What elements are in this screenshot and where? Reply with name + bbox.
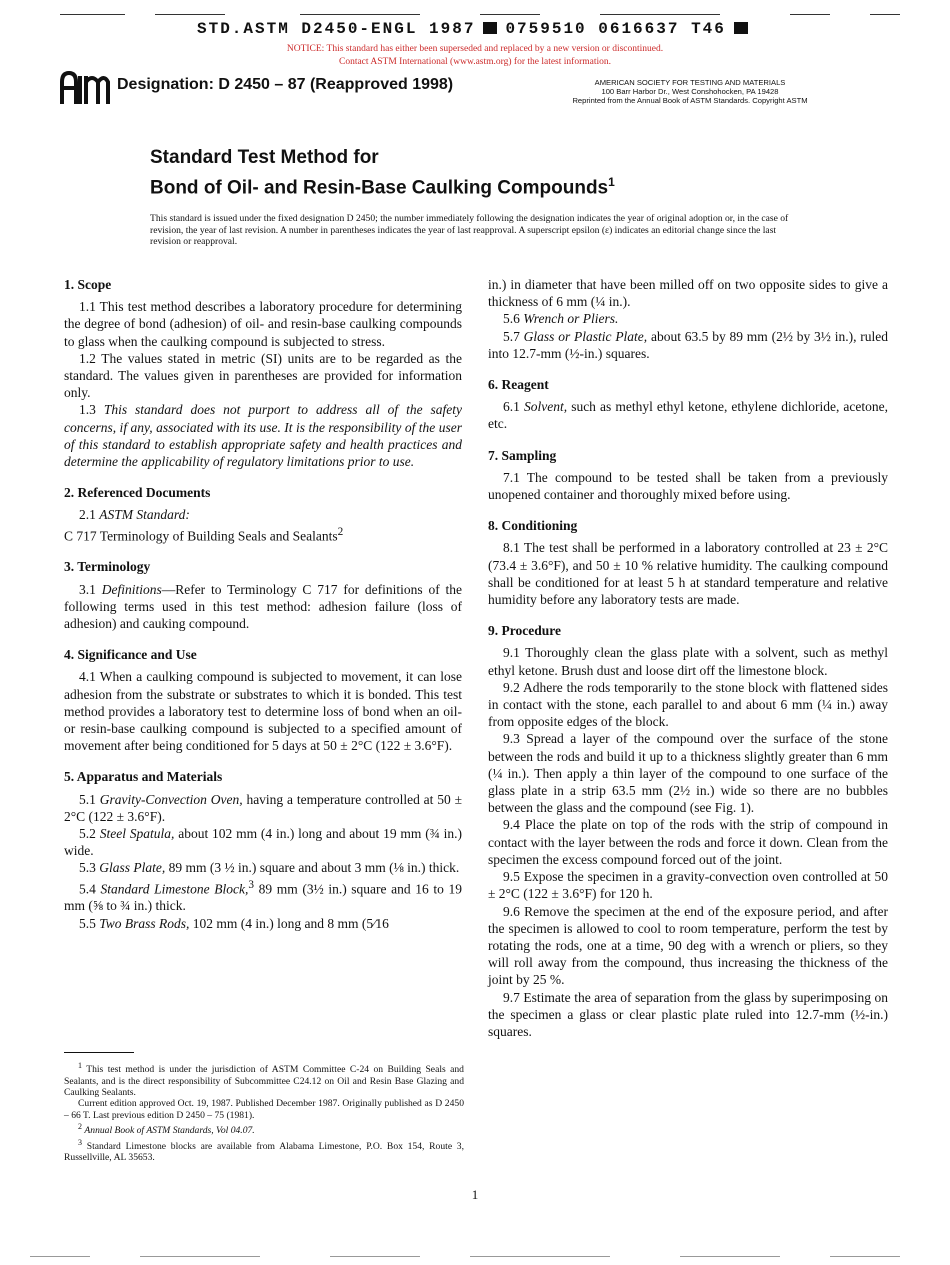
para-num: 5.2: [79, 825, 96, 841]
para-term: ASTM Standard:: [99, 507, 190, 523]
header-rule: [0, 14, 950, 15]
notice-line-2: Contact ASTM International (www.astm.org) for the latest information.: [338, 57, 611, 67]
section-scope: [64, 276, 462, 470]
paragraph-1-3: [64, 401, 462, 470]
paragraph-6-1: [488, 398, 888, 432]
para-num: 1.3: [79, 402, 96, 418]
para-num: 3.1: [79, 581, 96, 597]
left-column: [64, 276, 462, 946]
para-term: Definitions: [101, 581, 162, 597]
para-term: Two Brass Rods,: [99, 915, 190, 931]
paragraph-5-3: [64, 859, 462, 876]
paragraph-5-5-continued: in.) in diameter that have been milled off on two opposite sides to give a thickness of 6 mm (¼ in.).: [488, 277, 888, 310]
footnote-rule: [64, 1052, 134, 1053]
society-block: [525, 78, 855, 105]
para-term: Wrench or Pliers.: [523, 311, 619, 327]
para-term: Gravity-Convection Oven,: [99, 791, 243, 807]
paragraph-9-2: 9.2 Adhere the rods temporarily to the stone block with flattened sides in contact with the stone, each parallel to and about 6 mm (¼ in.) away from opposite edges of the block.: [488, 679, 888, 730]
paragraph-9-4: 9.4 Place the plate on top of the rods with the strip of compound in contact with the layer between the rods and force it down. Clean from the specimen the excess compound forced out of the joint.: [488, 817, 888, 867]
para-text: —Refer to Terminology C 717 for definitions of the following terms used in this test method: adhesion failure (loss of adhesion) and cauking compound.: [64, 581, 463, 631]
astm-logo-icon: [60, 70, 110, 108]
reference-text: C 717 Terminology of Building Seals and Sealants: [64, 528, 338, 544]
paragraph-4-1: 4.1 When a caulking compound is subjected to movement, it can lose adhesion from the substrate or substrates to which it is bonded. This test method provides a laboratory test to determine loss of bond when an oil- or resin-base caulking compound is subjected to a specified amount of movement after being conditioned for 5 days at 50 ± 2°C (122 ± 3.6°F).: [64, 669, 462, 754]
section-heading: 2. Referenced Documents: [64, 485, 211, 501]
paragraph-2-1: [64, 506, 462, 523]
para-text: having a temperature controlled at 50 ± 2°C (122 ± 3.6°F).: [64, 791, 462, 824]
para-num: 5.1: [79, 791, 96, 807]
para-term: Steel Spatula,: [99, 825, 175, 841]
standard-id-prefix: STD.ASTM D2450-ENGL 1987: [197, 20, 476, 38]
footnote-num: 1: [78, 1061, 82, 1070]
black-block-mark: [483, 22, 497, 34]
section-apparatus-continued: [488, 276, 888, 362]
paragraph-5-5: [64, 915, 462, 932]
section-reagent: [488, 376, 888, 433]
society-reprint: Reprinted from the Annual Book of ASTM Standards. Copyright ASTM: [572, 96, 808, 105]
section-heading: 9. Procedure: [488, 623, 561, 639]
para-num: 5.5: [79, 915, 96, 931]
footnote-2: [64, 1121, 464, 1137]
issued-note: This standard is issued under the fixed designation D 2450; the number immediately following the designation indicates the year of original adoption or, in the case of revision, the year of last revision. A number in parentheses indicates the year of last reapproval. A superscript epsilon (ε) indicates an editorial change since the last revision or reapproval.: [150, 213, 789, 247]
paragraph-5-6: [488, 310, 888, 327]
paragraph-5-4: [64, 877, 462, 915]
para-text: 89 mm (3½ in.) square and 16 to 19 mm (⅝ to ¾ in.) thick.: [64, 881, 463, 914]
paragraph-9-3: 9.3 Spread a layer of the compound over the surface of the stone between the rods and build it up to a thickness slightly greater than 6 mm (¼ in.). Then apply a thin layer of the compound to one surface of the glass plate in a strip 63.5 mm (2½ in.) wide so there are no bubbles between the glass and the compound (see Fig. 1).: [488, 731, 888, 816]
para-text: about 102 mm (4 in.) long and about 19 mm (¾ in.) wide.: [64, 825, 463, 859]
para-num: 5.3: [79, 860, 96, 876]
paragraph-9-1: 9.1 Thoroughly clean the glass plate with a solvent, such as methyl ethyl ketone. Brush dust and loose dirt off the limestone block.: [488, 645, 888, 678]
section-heading: 5. Apparatus and Materials: [64, 769, 223, 785]
footnote-num: 3: [78, 1137, 82, 1147]
title-footnote-ref: 1: [608, 175, 615, 189]
para-text: about 63.5 by 89 mm (2½ by 3½ in.), ruled into 12.7-mm (½-in.) squares.: [488, 328, 888, 361]
footnote-ref: 3: [248, 878, 254, 891]
footnotes: [64, 1060, 464, 1164]
para-num: 5.4: [79, 881, 96, 897]
paragraph-1-1: 1.1 This test method describes a laboratory procedure for determining the degree of bond (adhesion) of oil- and resin-base caulking compounds to glass when the caulking compound is subjected to stress.: [64, 299, 462, 349]
section-sampling: [488, 447, 888, 504]
standard-id-line: [197, 20, 756, 38]
paragraph-5-7: [488, 328, 888, 362]
para-num: 6.1: [503, 399, 520, 415]
para-num: 2.1: [79, 507, 96, 523]
safety-caveat: This standard does not purport to address all of the safety concerns, if any, associated with its use. It is the responsibility of the user of this standard to establish appropriate safety and health practices and determine the applicability of regulatory limitations prior to use.: [64, 402, 463, 470]
footnote-ref: 2: [337, 525, 344, 538]
paragraph-8-1: 8.1 The test shall be performed in a laboratory controlled at 23 ± 2°C (73.4 ± 3.6°F), and 50 ± 10 % relative humidity. The caulking compound shall be conditioned for at least 5 h at standard temperature and relative humidity before any laboratory tests are made.: [488, 540, 888, 608]
document-title: [150, 145, 615, 200]
para-term: Standard Limestone Block,: [100, 881, 249, 897]
para-term: Solvent,: [523, 399, 568, 415]
paragraph-1-2: 1.2 The values stated in metric (SI) units are to be regarded as the standard. The values given in parentheses are provided for information only.: [64, 350, 462, 401]
footnote-num: 2: [78, 1122, 82, 1132]
title-line-1: Standard Test Method for: [150, 147, 379, 168]
section-heading: 8. Conditioning: [488, 518, 578, 534]
footnote-1: [64, 1060, 464, 1098]
page-number: 1: [471, 1187, 479, 1202]
bottom-rule: [0, 1256, 950, 1257]
paragraph-5-1: [64, 791, 462, 825]
paragraph-3-1: [64, 581, 462, 633]
standard-id-suffix: 0759510 0616637 T46: [505, 20, 726, 38]
section-procedure: [488, 622, 888, 1040]
para-num: 5.7: [503, 328, 520, 344]
footnote-text: Annual Book of ASTM Standards, Vol 04.07.: [84, 1125, 255, 1137]
section-heading: 3. Terminology: [64, 559, 151, 575]
para-text: 102 mm (4 in.) long and 8 mm (5⁄16: [192, 915, 389, 931]
section-heading: 6. Reagent: [488, 377, 549, 393]
footnote-text: This test method is under the jurisdiction of ASTM Committee C-24 on Building Seals and Sealants, and is the direct responsibility of Subcommittee C24.12 on Oil and Resin Base Glazing and Caulking Sealants.: [64, 1064, 464, 1098]
footnote-1-edition: Current edition approved Oct. 19, 1987. Published December 1987. Originally published as D 2450 – 66 T. Last previous edition D 2450 – 75 (1981).: [64, 1098, 464, 1121]
designation: Designation: D 2450 – 87 (Reapproved 1998): [117, 76, 454, 93]
paragraph-9-7: 9.7 Estimate the area of separation from the glass by superimposing on the specimen a glass or clear plastic plate ruled into 12.7-mm (½-in.) squares.: [488, 989, 888, 1039]
para-text: such as methyl ethyl ketone, ethylene dichloride, acetone, etc.: [488, 399, 889, 432]
section-significance: [64, 646, 462, 754]
society-address: 100 Barr Harbor Dr., West Conshohocken, PA 19428: [601, 87, 779, 96]
right-column: [488, 276, 888, 1054]
section-apparatus: [64, 768, 462, 931]
para-text: 89 mm (3 ½ in.) square and about 3 mm (⅛ in.) thick.: [168, 860, 460, 876]
para-term: Glass or Plastic Plate,: [523, 328, 648, 344]
footnote-text: Standard Limestone blocks are available from Alabama Limestone, P.O. Box 154, Route 3, Russellville, AL 35653.: [64, 1141, 464, 1164]
paragraph-9-6: 9.6 Remove the specimen at the end of the exposure period, and after the specimen is allowed to cool to room temperature, perform the test by rotating the rods, one at a time, 90 deg with a wrench or pliers, so they will roll away from the compound, thus increasing the thickness of the joint by 25 %.: [488, 903, 888, 988]
black-block-mark-end: [734, 22, 748, 34]
paragraph-9-5: 9.5 Expose the specimen in a gravity-convection oven controlled at 50 ± 2°C (122 ± 3.6°F) for 120 h.: [488, 869, 888, 902]
notice-line-1: NOTICE: This standard has either been superseded and replaced by a new version or discontinued.: [286, 44, 664, 54]
paragraph-7-1: 7.1 The compound to be tested shall be taken from a previously unopened container and thoroughly mixed before using.: [488, 469, 888, 503]
supersede-notice: [0, 43, 950, 69]
section-conditioning: [488, 517, 888, 608]
footnote-3: [64, 1137, 464, 1164]
section-heading: 7. Sampling: [488, 447, 557, 463]
section-referenced-documents: [64, 484, 462, 544]
section-heading: 1. Scope: [64, 277, 112, 292]
title-line-2: Bond of Oil- and Resin-Base Caulking Compounds: [150, 177, 609, 199]
section-heading: 4. Significance and Use: [64, 647, 197, 663]
paragraph-5-2: [64, 825, 462, 859]
section-terminology: [64, 558, 462, 632]
reference-c717: [64, 524, 462, 545]
society-name: AMERICAN SOCIETY FOR TESTING AND MATERIALS: [594, 78, 786, 87]
para-num: 5.6: [503, 311, 520, 327]
para-term: Glass Plate,: [99, 860, 166, 876]
